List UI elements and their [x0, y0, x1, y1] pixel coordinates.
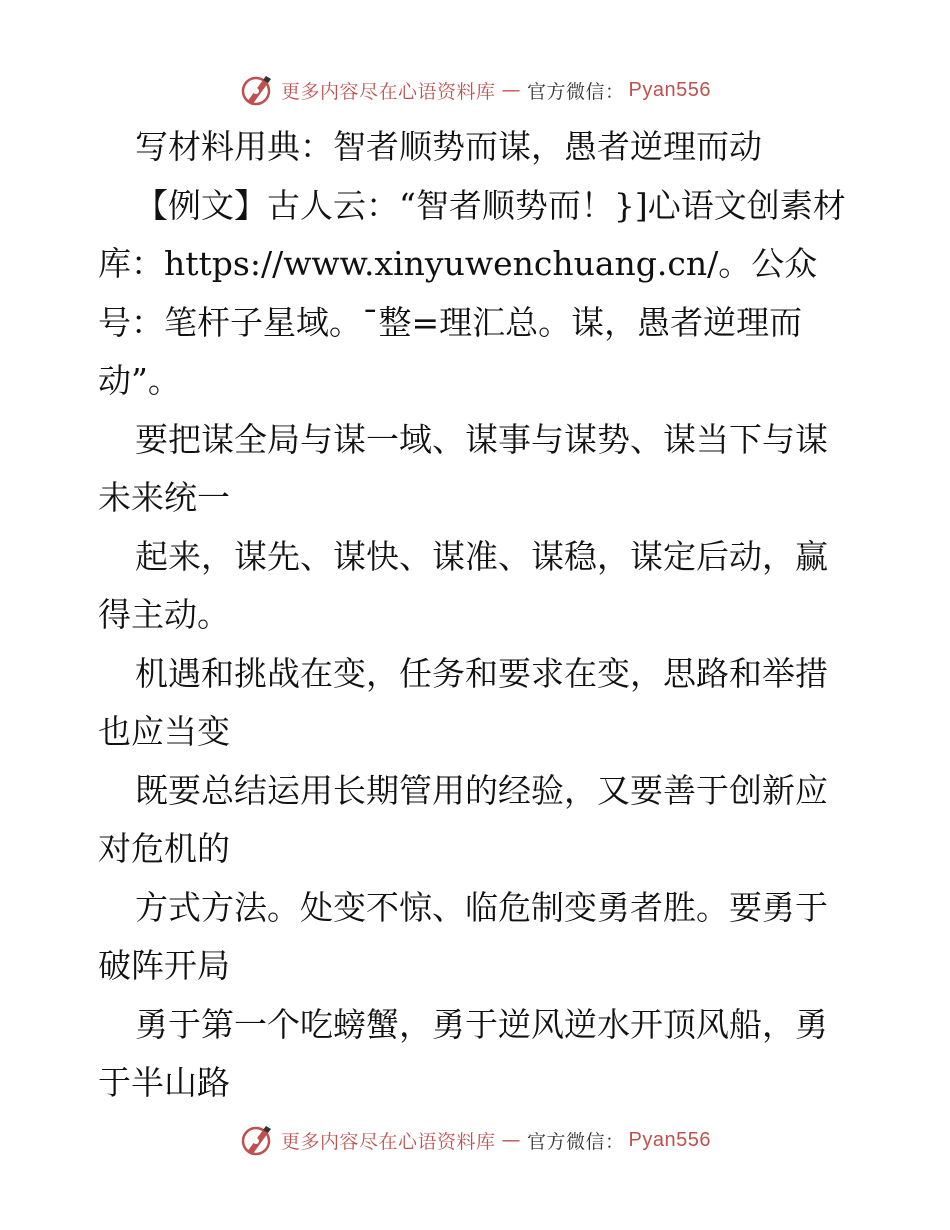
banner-contact-label: 官方微信： [527, 80, 625, 103]
page-header [0, 70, 950, 110]
banner-wechat-id: Pyan556 [628, 78, 711, 101]
document-title: 写材料用典：智者顺势而谋，愚者逆理而动 [135, 127, 762, 166]
paragraph: 起来，谋先、谋快、谋准、谋稳，谋定后动，赢得主动。 [98, 536, 828, 634]
banner-dash: — [501, 79, 522, 101]
footer-banner [239, 1122, 711, 1158]
paragraph: 【例文】古人云：“智者顺势而！}]心语文创素材库：https://www.xinyuwenchuang.cn/。公众号：笔杆子星域。¯整=理汇总。谋，愚者逆理而动”。 [98, 185, 846, 400]
header-banner [239, 72, 711, 108]
paragraph: 勇于第一个吃螃蟹，勇于逆风逆水开顶风船，勇于半山路 [98, 1004, 828, 1102]
banner-wechat-id: Pyan556 [628, 1128, 711, 1151]
banner-brand-text: 更多内容尽在心语资料库 [281, 80, 496, 103]
paragraph: 要把谋全局与谋一域、谋事与谋势、谋当下与谋未来统一 [98, 419, 828, 517]
banner-brand-text: 更多内容尽在心语资料库 [281, 1130, 496, 1153]
paragraph: 机遇和挑战在变，任务和要求在变，思路和举措也应当变 [98, 653, 828, 751]
page-footer [0, 1120, 950, 1160]
banner-contact-label: 官方微信： [527, 1130, 625, 1153]
pen-logo-icon [239, 72, 275, 108]
paragraph: 既要总结运用长期管用的经验，又要善于创新应对危机的 [98, 770, 828, 868]
document-body [98, 118, 858, 1113]
banner-dash: — [501, 1129, 522, 1151]
paragraph: 方式方法。处变不惊、临危制变勇者胜。要勇于破阵开局 [98, 887, 828, 985]
pen-logo-icon [239, 1122, 275, 1158]
